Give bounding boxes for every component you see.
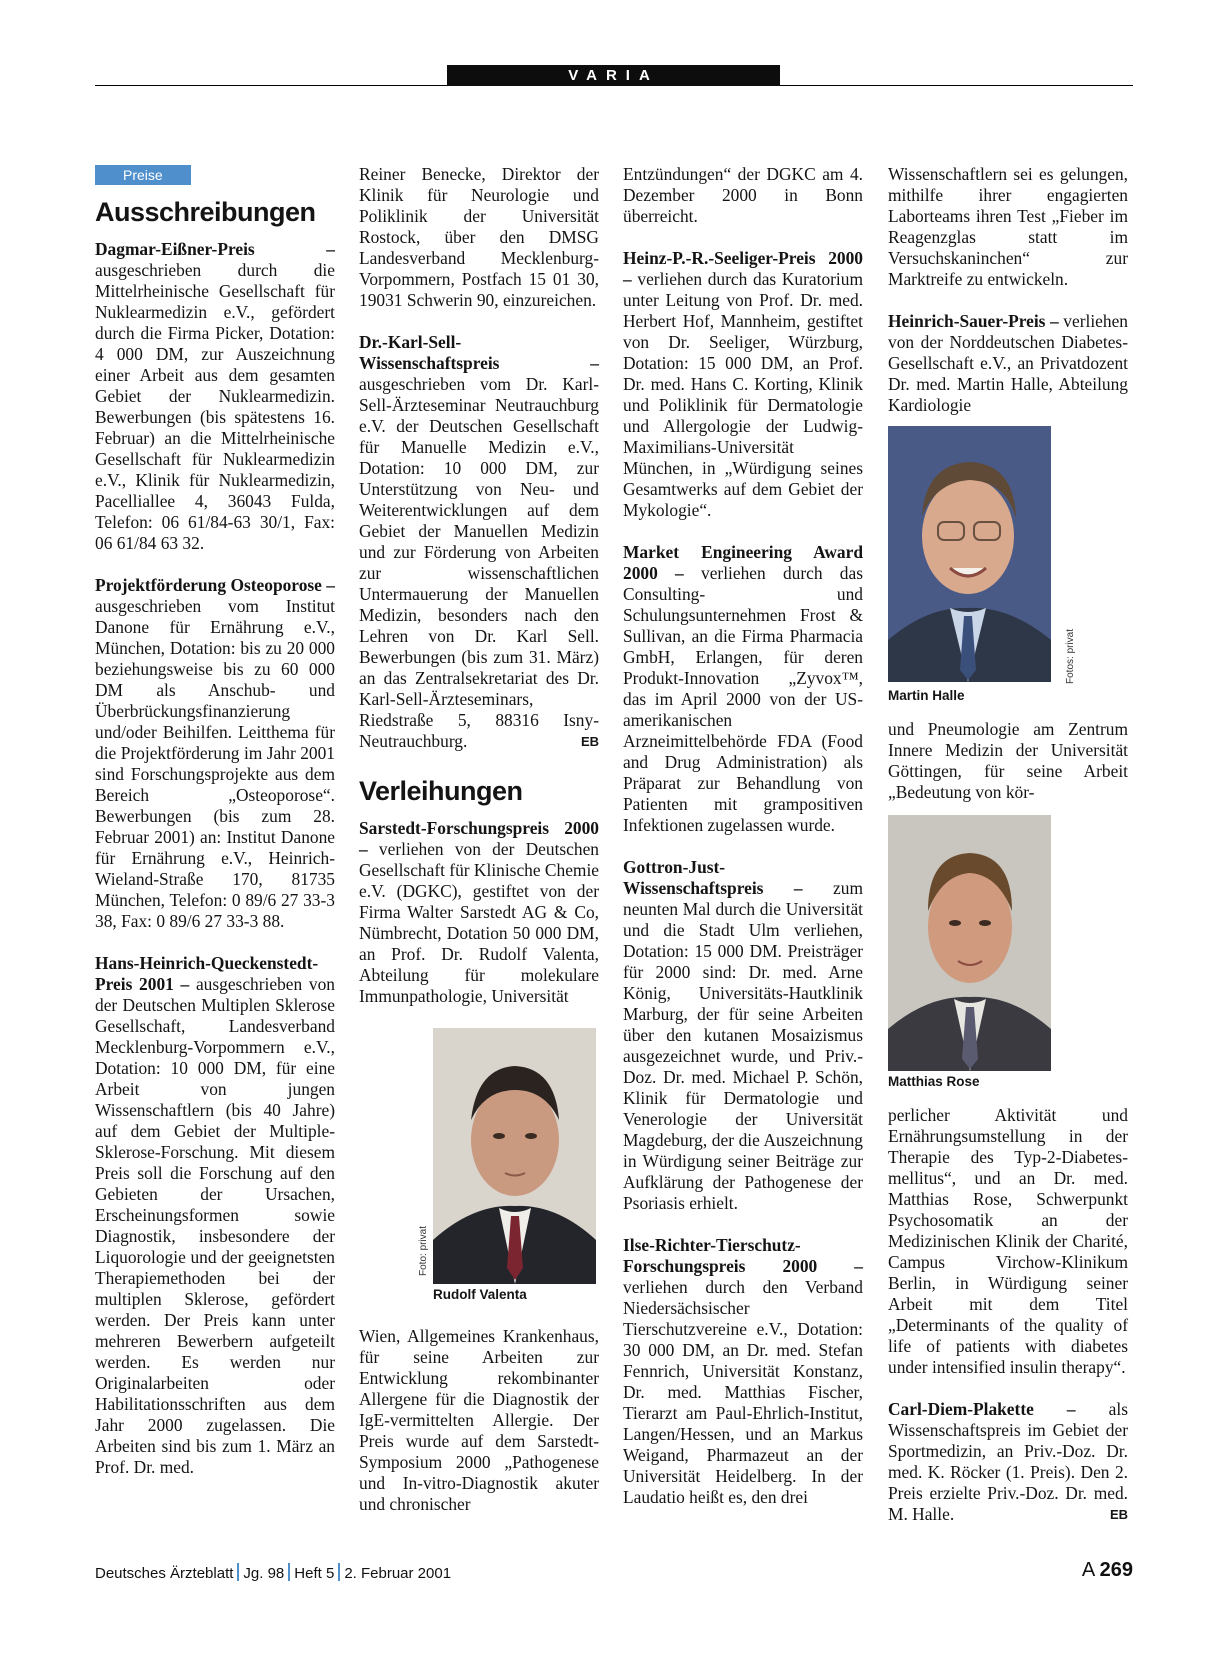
award-name: Sarstedt-Forschungspreis 2000 – — [359, 818, 599, 859]
paragraph — [95, 953, 335, 1478]
paragraph — [888, 719, 1128, 803]
photo-block-rose — [888, 815, 1128, 1097]
photo-credit: Fotos: privat — [1065, 628, 1076, 684]
author-initials: EB — [580, 734, 599, 749]
paragraph-text: Reiner Benecke, Direktor der Klinik für Neurologie und Poliklinik der Universität Rostock, über den DMSG Landesverband Mecklenburg-Vorpommern, Postfach 15 01 30, 19031 Schwerin 90, einzureichen. — [359, 164, 599, 310]
section-header: VARIA — [447, 65, 780, 86]
paragraph — [888, 164, 1128, 290]
author-initials: EB — [1109, 1507, 1128, 1522]
page-number-block — [1082, 1559, 1133, 1582]
paragraph — [359, 164, 599, 311]
footer-separator — [237, 1563, 239, 1581]
journal-volume: Jg. 98 — [243, 1565, 285, 1582]
paragraph-text: als Wissenschaftspreis im Gebiet der Sportmedizin, an Priv.-Doz. Dr. med. K. Röcker (1. Preis). Den 2. Preis erzielte Priv.-Doz. Dr. med. M. Halle. — [888, 1399, 1129, 1524]
award-name: Carl-Diem-Plakette – — [888, 1399, 1076, 1419]
page-prefix: A — [1081, 1559, 1095, 1581]
paragraph-text: ausgeschrieben vom Dr. Karl-Sell-Ärzteseminar Neutrauchburg e.V. der Deutschen Gesellschaft für Manuelle Medizin e.V., Dotation: 10 000 DM, zur Unterstützung von Neu- und Weiterentwicklungen auf dem Gebiet der Manuellen Medizin und zur Förderung von Arbeiten zur wissenschaftlichen Untermauerung der Manuellen Medizin, besonders nach den Lehren von Dr. Karl Sell. Bewerbungen (bis zum 31. März) an das Zentralsekretariat des Dr. Karl-Sell-Ärzteseminars, Riedstraße 5, 88316 Isny-Neutrauchburg. — [359, 374, 599, 751]
column-3 — [623, 164, 863, 1529]
category-tag: Preise — [95, 165, 191, 185]
award-name: Dr.-Karl-Sell-Wissenschaftspreis – — [359, 332, 599, 373]
award-name: Heinz-P.-R.-Seeliger-Preis 2000 – — [623, 248, 863, 289]
paragraph-text: verliehen durch den Verband Niedersächsischer Tierschutzvereine e.V., Dotation: 30 000 DM, an Dr. med. Stefan Fennrich, Universität Konstanz, Dr. med. Matthias Fischer, Tierarzt am Paul-Ehrlich-Institut, Langen/Hessen, und an Markus Weigand, Pharmazeut an der Universität Heidelberg. In der Laudatio heißt es, den drei — [623, 1277, 863, 1507]
paragraph — [888, 1399, 1128, 1525]
paragraph — [888, 311, 1128, 416]
column-2 — [359, 164, 599, 1536]
section-title-verleihungen: Verleihungen — [359, 776, 523, 806]
portrait-photo-rose — [888, 815, 1051, 1071]
award-name: Ilse-Richter-Tierschutz-Forschungspreis 2000 – — [623, 1235, 863, 1276]
page-footer — [95, 1559, 1133, 1587]
journal-name: Deutsches Ärzteblatt — [95, 1565, 234, 1582]
paragraph-text: Wien, Allgemeines Krankenhaus, für seine Arbeiten zur Entwicklung rekombinanter Allergene für die Diagnostik der IgE-vermittelten Allergie. Der Preis wurde auf dem Sarstedt-Symposium 2000 „Pathogenese und In-vitro-Diagnostik akuter und chronischer — [359, 1326, 599, 1514]
paragraph — [623, 542, 863, 836]
photo-block-valenta — [359, 1028, 599, 1308]
photo-block-halle — [888, 426, 1128, 711]
paragraph — [359, 332, 599, 752]
award-name: Gottron-Just-Wissenschaftspreis – — [623, 857, 803, 898]
photo-caption: Rudolf Valenta — [433, 1287, 527, 1302]
award-name: Dagmar-Eißner-Preis – — [95, 239, 335, 259]
paragraph-text: verliehen durch das Consulting- und Schulungsunternehmen Frost & Sullivan, an die Firma Pharmacia GmbH, Erlangen, für deren Produkt-Innovation „Zyvox™, das im April 2000 von der US-amerikanischen Arzneimittelbehörde FDA (Food and Drug Administration) als Präparat zur Behandlung von Patienten mit grampositiven Infektionen zugelassen wurde. — [623, 563, 863, 835]
photo-credit: Foto: privat — [418, 1225, 429, 1276]
paragraph — [623, 248, 863, 521]
award-name: Market Engineering Award 2000 – — [623, 542, 863, 583]
award-name: Hans-Heinrich-Queckenstedt-Preis 2001 – — [95, 953, 319, 994]
photo-caption: Matthias Rose — [888, 1074, 980, 1089]
paragraph — [95, 239, 335, 554]
paragraph-text: verliehen durch das Kuratorium unter Leitung von Prof. Dr. med. Herbert Hof, Mannheim, gestiftet von Dr. Seeliger, Würzburg, Dotation: 15 000 DM, an Prof. Dr. med. Hans C. Korting, Klinik und Poliklinik für Dermatologie und Allergologie der Ludwig-Maximilians-Universität München, in „Würdigung seines Gesamtwerks auf dem Gebiet der Mykologie“. — [623, 269, 863, 520]
portrait-illustration — [888, 815, 1051, 1071]
portrait-photo-valenta — [433, 1028, 596, 1284]
portrait-illustration — [888, 426, 1051, 682]
paragraph-text: perlicher Aktivität und Ernährungsumstellung in der Therapie des Typ-2-Diabetes-mellitus“, und an Dr. med. Matthias Rose, Schwerpunkt Psychosomatik an der Medizinischen Klinik der Charité, Campus Virchow-Klinikum Berlin, in Würdigung seiner Arbeit mit dem Titel „Determinants of the quality of life of patients with diabetes under intensified insulin therapy“. — [888, 1105, 1128, 1377]
footer-separator — [288, 1563, 290, 1581]
paragraph-text: ausgeschrieben durch die Mittelrheinische Gesellschaft für Nuklearmedizin e.V., gefördert durch die Firma Picker, Dotation: 4 000 DM, zur Auszeichnung einer Arbeit aus dem gesamten Gebiet der Nuklearmedizin. Bewerbungen (bis spätestens 16. Februar) an die Mittelrheinische Gesellschaft für Nuklearmedizin e.V., Klinik für Nuklearmedizin, Pacelliallee 4, 36043 Fulda, Telefon: 06 61/84-63 30/1, Fax: 06 61/84 63 32. — [95, 260, 335, 553]
paragraph — [888, 1105, 1128, 1378]
paragraph — [623, 857, 863, 1214]
paragraph — [359, 1326, 599, 1515]
paragraph — [95, 575, 335, 932]
column-1 — [95, 164, 335, 1499]
publication-date: 2. Februar 2001 — [344, 1565, 452, 1582]
paragraph-text: ausgeschrieben vom Institut Danone für Ernährung e.V., München, Dotation: bis zu 20 000 beziehungsweise bis zu 60 000 DM als Anschub- und Überbrückungsfinanzierung und/oder Beihilfen. Leitthema für die Projektförderung im Jahr 2001 sind Forschungsprojekte aus dem Bereich „Osteoporose“. Bewerbungen (bis zum 28. Februar 2001) an: Institut Danone für Ernährung e.V., Heinrich-Wieland-Straße 170, 81735 München, Telefon: 0 89/6 27 33-3 38, Fax: 0 89/6 27 33-3 88. — [95, 596, 335, 931]
portrait-photo-halle — [888, 426, 1051, 682]
paragraph-text: ausgeschrieben von der Deutschen Multiplen Sklerose Gesellschaft, Landesverband Mecklenburg-Vorpommern e.V., Dotation: 10 000 DM, für eine Arbeit von jungen Wissenschaftlern (bis 40 Jahre) auf dem Gebiet der Multiple-Sklerose-Forschung. Mit diesem Preis soll die Forschung auf den Gebieten der Ursachen, Erscheinungsformen sowie Diagnostik, insbesondere der Liquorologie und der geeignetsten Therapiemethoden bei der multiplen Sklerose, gefördert werden. Der Preis kann unter mehreren Bewerbern aufgeteilt werden. Es werden nur Originalarbeiten oder Habilitationsschriften aus dem Jahr 2000 zugelassen. Die Arbeiten sind bis zum 1. März an Prof. Dr. med. — [95, 974, 335, 1477]
portrait-illustration — [433, 1028, 596, 1284]
paragraph-text: Entzündungen“ der DGKC am 4. Dezember 2000 in Bonn überreicht. — [623, 164, 863, 226]
paragraph-text: verliehen von der Norddeutschen Diabetes-Gesellschaft e.V., an Privatdozent Dr. med. Martin Halle, Abteilung Kardiologie — [888, 311, 1129, 415]
paragraph — [359, 818, 599, 1007]
award-name: Projektförderung Osteoporose – — [95, 575, 335, 595]
photo-caption: Martin Halle — [888, 688, 965, 703]
paragraph-text: Wissenschaftlern sei es gelungen, mithilfe ihrer engagierten Laborteams ihren Test „Fieber im Reagenzglas statt im Versuchskaninchen“ zur Marktreife zu entwickeln. — [888, 164, 1128, 289]
paragraph-text: zum neunten Mal durch die Universität und die Stadt Ulm verliehen, Dotation: 15 000 DM. Preisträger für 2000 sind: Dr. med. Arne König, Universitäts-Hautklinik Marburg, der für seine Arbeiten über den kutanen Mosaizismus ausgezeichnet wurde, und Priv.-Doz. Dr. med. Michael P. Schön, Klinik für Dermatologie und Venerologie der Universität Magdeburg, der die Auszeichnung in Würdigung seiner Beiträge zur Aufklärung der Pathogenese der Psoriasis erhielt. — [623, 878, 863, 1213]
footer-separator — [338, 1563, 340, 1581]
section-title-ausschreibungen: Ausschreibungen — [95, 197, 316, 227]
paragraph — [623, 164, 863, 227]
paragraph-text: verliehen von der Deutschen Gesellschaft für Klinische Chemie e.V. (DGKC), gestiftet von der Firma Walter Sarstedt AG & Co, Nümbrecht, Dotation 50 000 DM, an Prof. Dr. Rudolf Valenta, Abteilung für molekulare Immunpathologie, Universität — [359, 839, 600, 1006]
paragraph — [623, 1235, 863, 1508]
journal-issue: Heft 5 — [294, 1565, 335, 1582]
award-name: Heinrich-Sauer-Preis – — [888, 311, 1059, 331]
page-number: 269 — [1099, 1559, 1133, 1581]
column-4 — [888, 164, 1128, 1546]
paragraph-text: und Pneumologie am Zentrum Innere Medizin der Universität Göttingen, für seine Arbeit „Bedeutung von kör- — [888, 719, 1128, 802]
